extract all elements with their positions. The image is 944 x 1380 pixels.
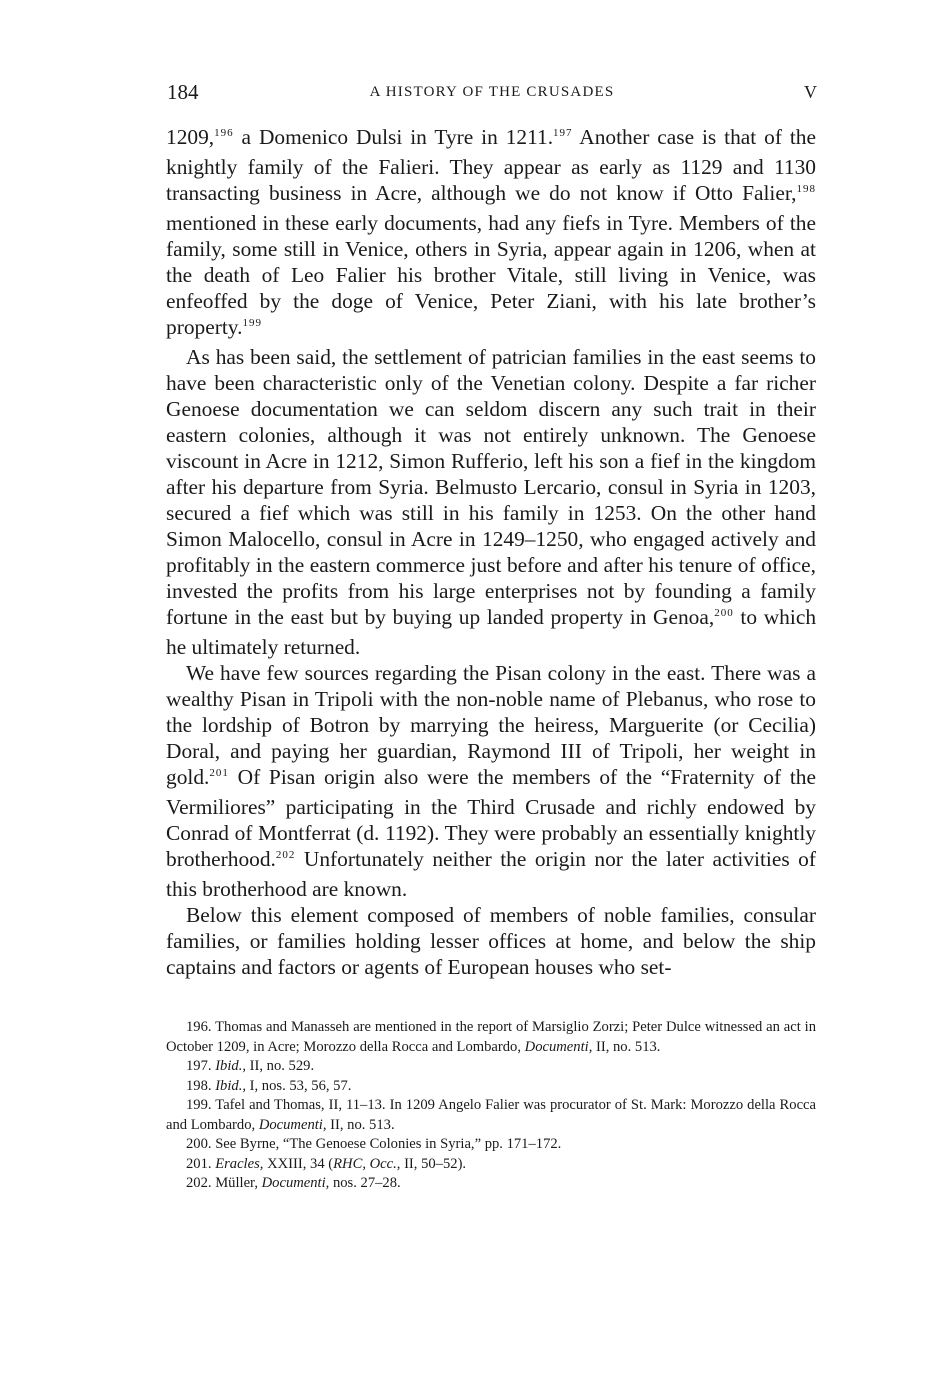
page-header xyxy=(167,80,817,108)
part-number: V xyxy=(804,82,817,102)
paragraph-3: We have few sources regarding the Pisan colony in the east. There was a wealthy Pisan in Tripoli with the non-noble name of Plebanus, who rose to the lordship of Botron by marrying the heiress, Marguerite (or Cecilia) Doral, and paying her guardian, Raymond III of Tripoli, her weight in gold.$^{201}$ Of Pisan origin also were the members of the “Fraternity of the Vermiliores” participating in the Third Crusade and richly endowed by Conrad of Montferrat (d. 1192). They were probably an essentially knightly brotherhood.$^{202}$ Unfortunately neither the origin nor the later activities of this brotherhood are known. xyxy=(166,661,816,901)
page-number: 184 xyxy=(167,80,199,104)
paragraph-2: As has been said, the settlement of patrician families in the east seems to have been characteristic only of the Venetian colony. Despite a far richer Genoese documentation we can seldom discern any such trait in their eastern colonies, although it was not entirely unknown. The Genoese viscount in Acre in 1212, Simon Rufferio, left his son a fief in the kingdom after his departure from Syria. Belmusto Lercario, consul in Syria in 1203, secured a fief which was still in his family in 1253. On the other hand Simon Malocello, consul in Acre in 1249–1250, who engaged actively and profitably in the eastern commerce just before and after his tenure of office, invested the profits from his large enterprises not by founding a family fortune in the east but by buying up landed property in Genoa,$^{200}$ to which he ultimately returned. xyxy=(166,345,817,659)
footnote-196: 196. Thomas and Manasseh are mentioned in the report of Marsiglio Zorzi; Peter Dulce witnessed an act in October 1209, in Acre; Morozzo della Rocca and Lombardo, Documenti, II, no. 513. xyxy=(166,1019,816,1055)
footnote-ref-197: 197 xyxy=(553,127,573,139)
paragraph-1: 1209,$^{196}$ a Domenico Dulsi in Tyre in 1211.$^{197}$ Another case is that of the knightly family of the Falieri. They appear as early as 1129 and 1130 transacting business in Acre, although we do not know if Otto Falier,$^{198}$ mentioned in these early documents, had any fiefs in Tyre. Members of the family, some still in Venice, others in Syria, appear again in 1206, when at the death of Leo Falier his brother Vitale, still living in Venice, was enfeoffed by the doge of Venice, Peter Ziani, with his late brother’s property.$^{199}$ xyxy=(166,125,816,339)
running-head: A HISTORY OF THE CRUSADES xyxy=(369,84,615,100)
footnote-202: 202. Müller, Documenti, nos. 27–28. xyxy=(186,1175,401,1191)
footnote-ref-199: 199 xyxy=(242,317,262,329)
footnote-ref-196: 196 xyxy=(214,127,234,139)
footnotes xyxy=(166,1018,816,1194)
footnote-197: 197. Ibid., II, no. 529. xyxy=(186,1058,315,1074)
body-text xyxy=(166,124,816,980)
footnote-200: 200. See Byrne, “The Genoese Colonies in Syria,” pp. 171–172. xyxy=(186,1136,562,1152)
footnote-199: 199. Tafel and Thomas, II, 11–13. In 1209 Angelo Falier was procurator of St. Mark: Morozzo della Rocca and Lombardo, Documenti, II, no. 513. xyxy=(166,1097,816,1133)
footnote-201: 201. Eracles, XXIII, 34 (RHC, Occ., II, 50–52). xyxy=(186,1155,467,1172)
footnote-198: 198. Ibid., I, nos. 53, 56, 57. xyxy=(186,1077,352,1094)
paragraph-4: Below this element composed of members of noble families, consular families, or families holding lesser offices at home, and below the ship captains and factors or agents of European houses who set- xyxy=(166,903,816,979)
footnote-ref-198: 198 xyxy=(796,183,816,195)
footnote-ref-200: 200 xyxy=(714,607,734,619)
footnote-ref-201: 201 xyxy=(209,767,229,779)
footnote-ref-202: 202 xyxy=(275,849,296,861)
